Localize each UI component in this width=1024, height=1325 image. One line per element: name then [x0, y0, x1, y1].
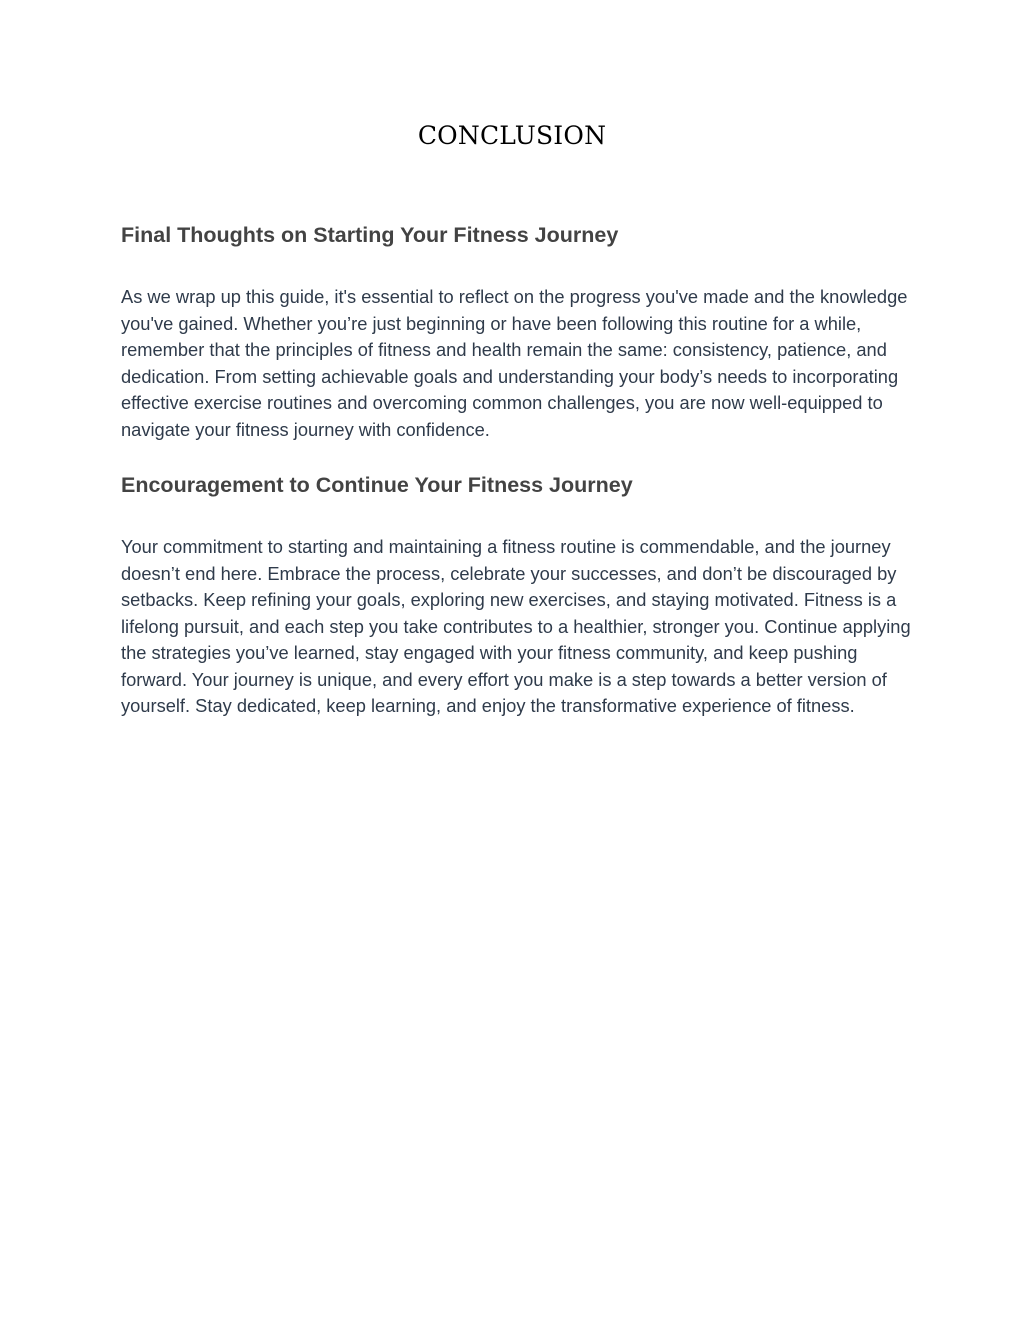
section-heading-encouragement: Encouragement to Continue Your Fitness Journey	[121, 473, 633, 497]
section-body-encouragement: Your commitment to starting and maintaining a fitness routine is commendable, and the journey doesn’t end here. Embrace the process, celebrate your successes, and don’t be discouraged by setbacks. Keep refining your goals, exploring new exercises, and staying motivated. Fitness is a lifelong pursuit, and each step you take contributes to a healthier, stronger you. Continue applying the strategies you’ve learned, stay engaged with your fitness community, and keep pushing forward. Your journey is unique, and every effort you make is a step towards a better version of yourself. Stay dedicated, keep learning, and enjoy the transformative experience of fitness.	[121, 536, 911, 716]
section-heading-final-thoughts: Final Thoughts on Starting Your Fitness Journey	[121, 223, 619, 247]
page-title: CONCLUSION	[417, 121, 607, 150]
section-body-final-thoughts: As we wrap up this guide, it's essential to reflect on the progress you've made and the knowledge you've gained. Whether you’re just beginning or have been following this routine for a while, remember that the principles of fitness and health remain the same: consistency, patience, and dedication. From setting achievable goals and understanding your body’s needs to incorporating effective exercise routines and overcoming common challenges, you are now well-equipped to navigate your fitness journey with confidence.	[121, 286, 908, 440]
